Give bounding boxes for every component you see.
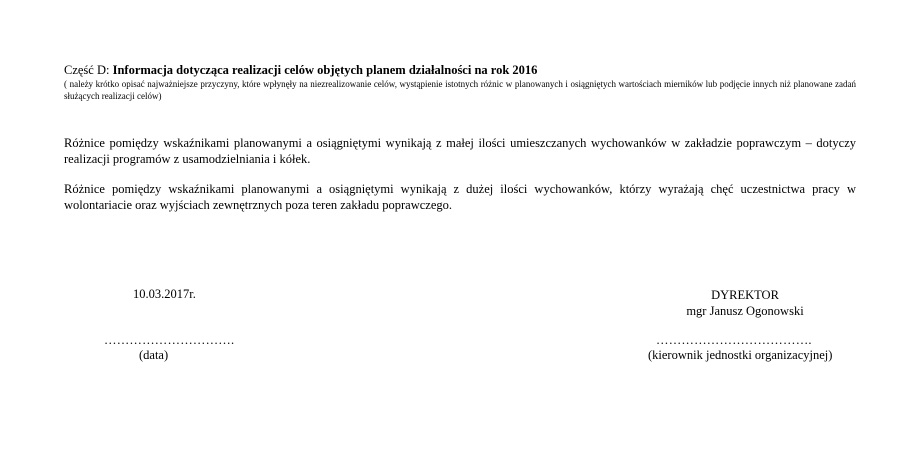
date-label: (data) [139, 348, 169, 362]
signature-dotted-line: ………………………………. [656, 333, 812, 347]
section-prefix: Część D: [64, 63, 113, 77]
section-title-text: Informacja dotycząca realizacji celów objętych planem działalności na rok 2016 [112, 63, 538, 77]
signer-name: mgr Janusz Ogonowski [686, 304, 804, 318]
date-value: 10.03.2017r. [133, 287, 196, 301]
position-title: DYREKTOR [711, 288, 779, 302]
paragraph-1: Różnice pomiędzy wskaźnikami planowanymi a osiągniętymi wynikają z małej ilości umieszczanych wychowanków w zakładzie poprawczym – dotyczy realizacji programów z usamodzielniania i kółek. [64, 136, 856, 166]
signature-block [640, 287, 850, 319]
date-dotted-line: …………………………. [104, 333, 235, 347]
section-title [64, 63, 856, 78]
signature-label: (kierownik jednostki organizacyjnej) [648, 348, 833, 362]
paragraph-2: Różnice pomiędzy wskaźnikami planowanymi a osiągniętymi wynikają z dużej ilości wychowanków, którzy wyrażają chęć uczestnictwa pracy w wolontariacie oraz wyjściach zewnętrznych poza teren zakładu poprawczego. [64, 182, 856, 212]
section-instructions: ( należy krótko opisać najważniejsze przyczyny, które wpłynęły na niezrealizowanie celów, wystąpienie istotnych różnic w planowanych i osiągniętych wartościach mierników lub podjęcie innych niż planowane zadań służących realizacji celów) [64, 79, 856, 101]
section-header [64, 63, 856, 102]
